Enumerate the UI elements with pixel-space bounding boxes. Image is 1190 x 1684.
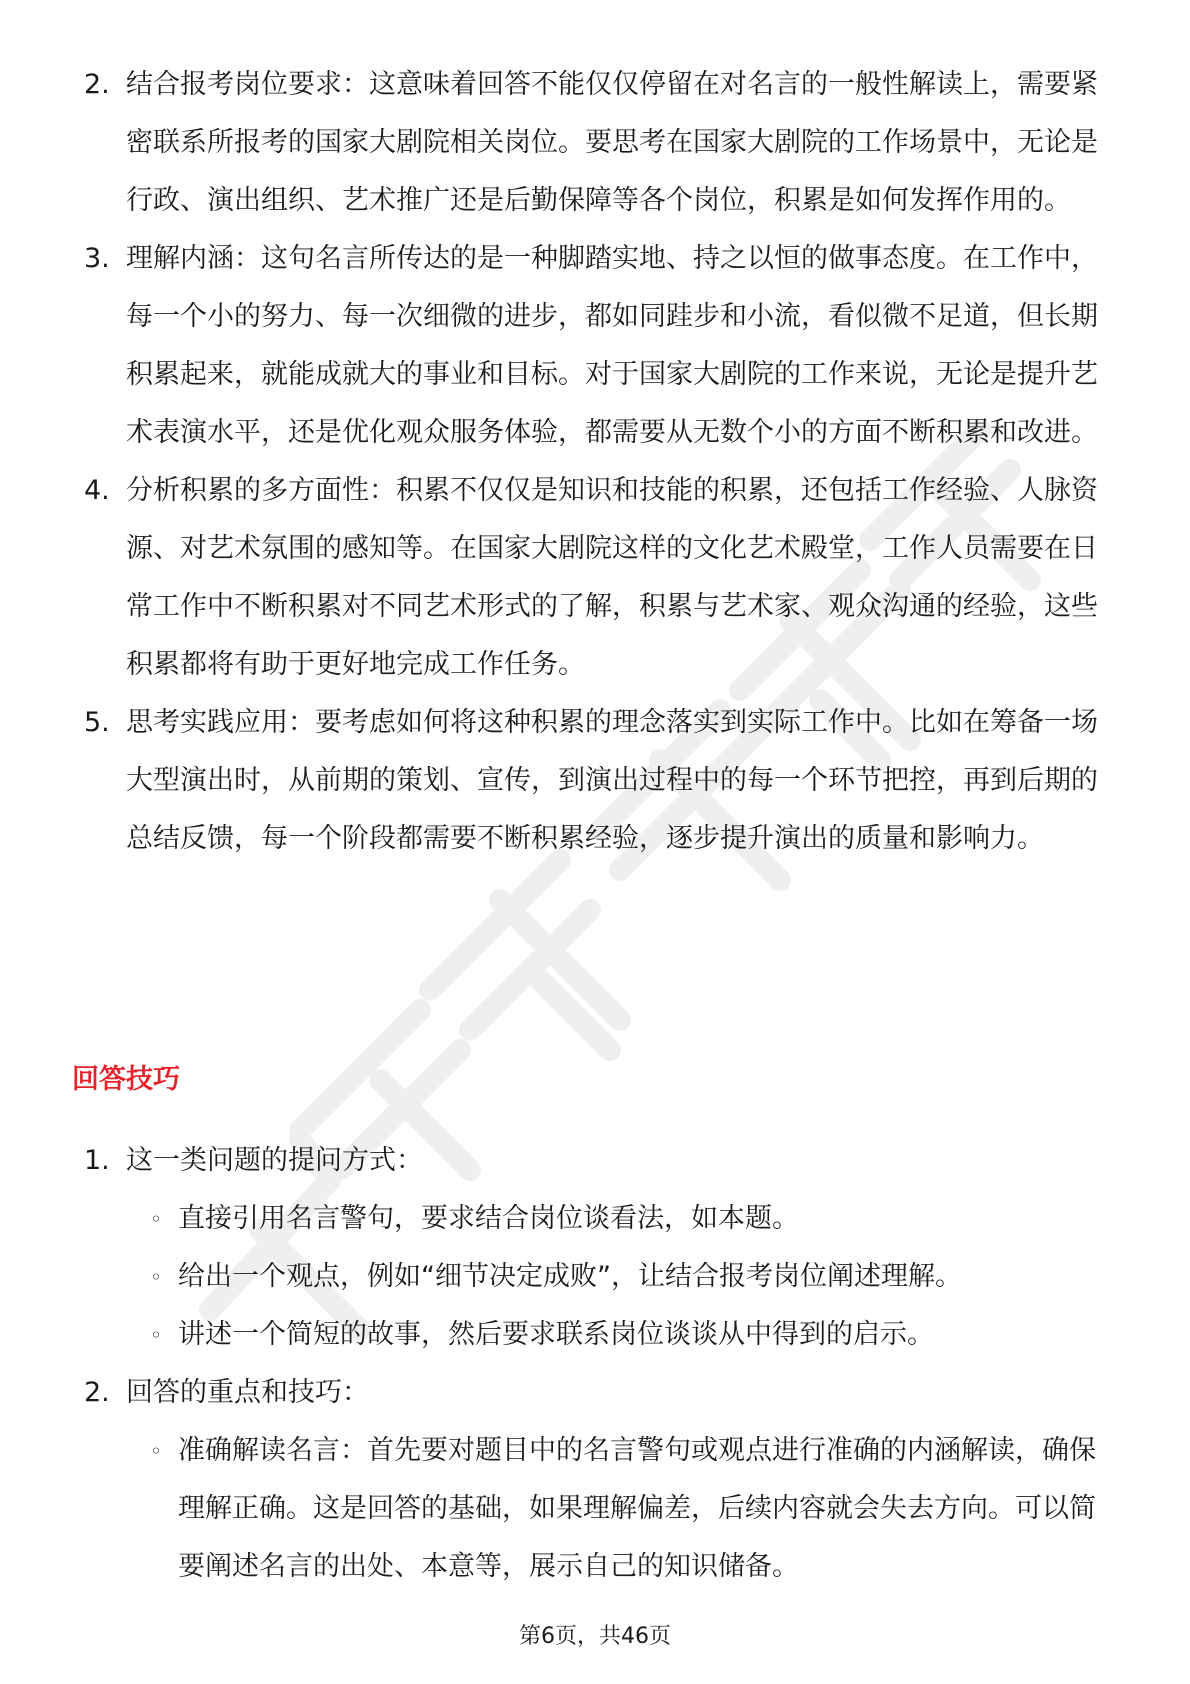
- sub-list-item: [126, 1306, 1122, 1364]
- bullet-icon: ◦: [150, 1439, 162, 1463]
- sub-list-item: [126, 1422, 1122, 1596]
- sub-list: [126, 1190, 1122, 1364]
- sub-list: [126, 1422, 1122, 1596]
- list-number: 5.: [84, 707, 110, 738]
- list-item-text: 分析积累的多方面性：积累不仅仅是知识和技能的积累，还包括工作经验、人脉资源、对艺术氛围的感知等。在国家大剧院这样的文化艺术殿堂，工作人员需要在日常工作中不断积累对不同艺术形式的了解，积累与艺术家、观众沟通的经验，这些积累都将有助于更好地完成工作任务。: [126, 475, 1098, 680]
- sub-item-text: 给出一个观点，例如“细节决定成败”，让结合报考岗位阐述理解。: [178, 1261, 962, 1292]
- section-heading: 回答技巧: [72, 1064, 180, 1095]
- bullet-icon: ◦: [150, 1265, 162, 1289]
- list-item-text: 理解内涵：这句名言所传达的是一种脚踏实地、持之以恒的做事态度。在工作中，每一个小的努力、每一次细微的进步，都如同跬步和小流，看似微不足道，但长期积累起来，就能成就大的事业和目标。对于国家大剧院的工作来说，无论是提升艺术表演水平，还是优化观众服务体验，都需要从无数个小的方面不断积累和改进。: [126, 243, 1098, 448]
- list-item: [72, 56, 1122, 230]
- list-item-text: 回答的重点和技巧：: [126, 1377, 369, 1408]
- list-number: 2.: [84, 69, 110, 100]
- list-item: [72, 694, 1122, 868]
- list-number: 1.: [84, 1145, 110, 1176]
- sub-item-text: 讲述一个简短的故事，然后要求联系岗位谈谈从中得到的启示。: [178, 1319, 934, 1350]
- lower-numbered-list: [72, 1132, 1122, 1596]
- sub-item-text: 直接引用名言警句，要求结合岗位谈看法，如本题。: [178, 1203, 799, 1234]
- upper-numbered-list: [72, 56, 1122, 868]
- list-item: [72, 462, 1122, 694]
- list-item-text: 结合报考岗位要求：这意味着回答不能仅仅停留在对名言的一般性解读上，需要紧密联系所报考的国家大剧院相关岗位。要思考在国家大剧院的工作场景中，无论是行政、演出组织、艺术推广还是后勤保障等各个岗位，积累是如何发挥作用的。: [126, 69, 1098, 216]
- list-item-text: 这一类问题的提问方式：: [126, 1145, 423, 1176]
- list-item: [72, 1132, 1122, 1364]
- list-number: 4.: [84, 475, 110, 506]
- sub-list-item: [126, 1190, 1122, 1248]
- sub-list-item: [126, 1248, 1122, 1306]
- list-item: [72, 230, 1122, 462]
- sub-item-text: 准确解读名言：首先要对题目中的名言警句或观点进行准确的内涵解读，确保理解正确。这是回答的基础，如果理解偏差，后续内容就会失去方向。可以简要阐述名言的出处、本意等，展示自己的知识储备。: [178, 1435, 1096, 1582]
- bullet-icon: ◦: [150, 1207, 162, 1231]
- page-number-footer: 第6页，共46页: [519, 1624, 671, 1649]
- list-number: 3.: [84, 243, 110, 274]
- bullet-icon: ◦: [150, 1323, 162, 1347]
- list-number: 2.: [84, 1377, 110, 1408]
- list-item-text: 思考实践应用：要考虑如何将这种积累的理念落实到实际工作中。比如在筹备一场大型演出时，从前期的策划、宣传，到演出过程中的每一个环节把控，再到后期的总结反馈，每一个阶段都需要不断积累经验，逐步提升演出的质量和影响力。: [126, 707, 1098, 854]
- list-item: [72, 1364, 1122, 1596]
